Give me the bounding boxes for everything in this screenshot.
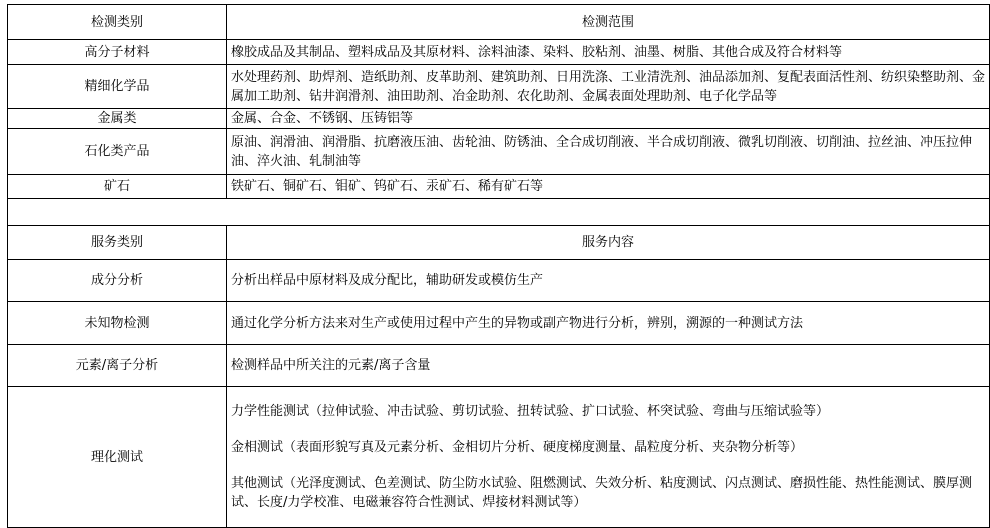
scope-cell: 橡胶成品及其制品、塑料成品及其原材料、涂料油漆、染料、胶粘剂、油墨、树脂、其他合成及符合材料等	[227, 40, 990, 65]
service-content-cell	[227, 387, 990, 528]
physchem-item: 其他测试（光泽度测试、色差测试、防尘防水试验、阻燃测试、失效分析、粘度测试、闪点测试、磨损性能、热性能测试、膜厚测试、长度/力学校准、电磁兼容符合性测试、焊接材料测试等）	[231, 476, 973, 510]
table-row	[8, 175, 990, 199]
category-cell: 石化类产品	[8, 129, 227, 175]
table-row	[8, 302, 990, 345]
category-cell: 高分子材料	[8, 40, 227, 65]
table-row	[8, 345, 990, 387]
scope-header: 检测范围	[227, 5, 990, 40]
category-cell: 金属类	[8, 109, 227, 129]
scope-cell: 水处理药剂、助焊剂、造纸助剂、皮革助剂、建筑助剂、日用洗涤、工业清洗剂、油品添加剂、复配表面活性剂、纺织染整助剂、金属加工助剂、钻井润滑剂、油田助剂、冶金助剂、农化助剂、金属表面处理助剂、电子化学品等	[227, 65, 990, 109]
service-header-row	[8, 226, 990, 260]
service-content-cell: 检测样品中所关注的元素/离子含量	[227, 345, 990, 387]
table-row	[8, 40, 990, 65]
physchem-item: 金相测试（表面形貌写真及元素分析、金相切片分析、硬度梯度测量、晶粒度分析、夹杂物分析等）	[231, 440, 804, 455]
scope-cell: 金属、合金、不锈钢、压铸铝等	[227, 109, 990, 129]
table-row	[8, 109, 990, 129]
service-category-cell: 未知物检测	[8, 302, 227, 345]
scope-header-row	[8, 5, 990, 40]
category-header: 检测类别	[8, 5, 227, 40]
category-cell: 精细化学品	[8, 65, 227, 109]
table-row	[8, 260, 990, 302]
spacer-row	[8, 199, 990, 226]
scope-cell: 原油、润滑油、润滑脂、抗磨液压油、齿轮油、防锈油、全合成切削液、半合成切削液、微乳切削液、切削油、拉丝油、冲压拉伸油、淬火油、轧制油等	[227, 129, 990, 175]
service-category-header: 服务类别	[8, 226, 227, 260]
test-table	[7, 4, 990, 528]
scope-cell: 铁矿石、铜矿石、钼矿、钨矿石、汞矿石、稀有矿石等	[227, 175, 990, 199]
category-cell: 矿石	[8, 175, 227, 199]
spacer-cell	[8, 199, 990, 226]
service-category-cell: 理化测试	[8, 387, 227, 528]
physchem-item: 力学性能测试（拉伸试验、冲击试验、剪切试验、扭转试验、扩口试验、杯突试验、弯曲与压缩试验等）	[231, 404, 830, 419]
service-content-cell: 通过化学分析方法来对生产或使用过程中产生的异物或副产物进行分析，辨别，溯源的一种测试方法	[227, 302, 990, 345]
table-row	[8, 387, 990, 528]
service-category-cell: 成分分析	[8, 260, 227, 302]
service-content-header: 服务内容	[227, 226, 990, 260]
service-content-cell: 分析出样品中原材料及成分配比，辅助研发或模仿生产	[227, 260, 990, 302]
service-category-cell: 元素/离子分析	[8, 345, 227, 387]
table-row	[8, 65, 990, 109]
table-row	[8, 129, 990, 175]
